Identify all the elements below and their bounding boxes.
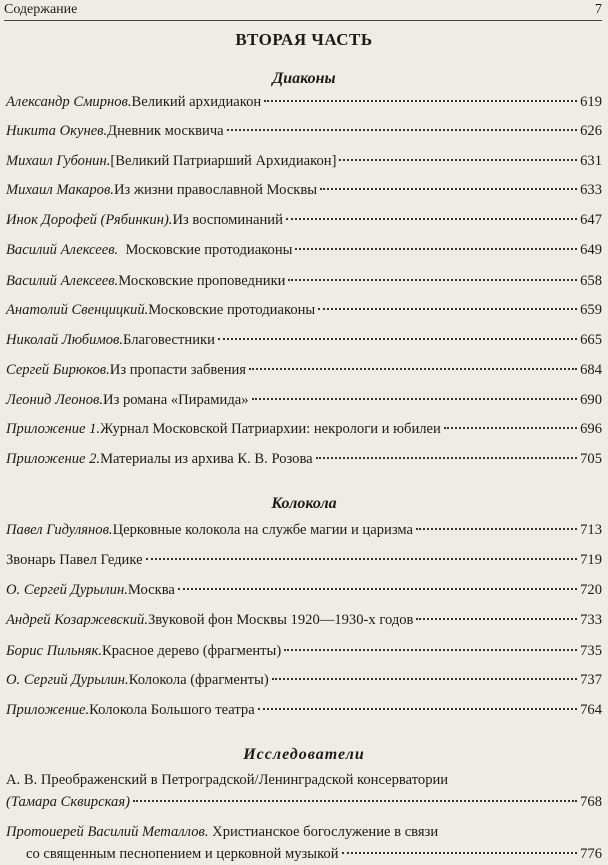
toc-entry (6, 821, 602, 865)
section-title-researchers: Исследователи (243, 746, 365, 763)
dot-leader (295, 247, 577, 250)
dot-leader (146, 557, 578, 560)
entry-title-continued: со священным песнопением и церковной музыкой (26, 846, 339, 862)
entry-page: 649 (580, 242, 602, 258)
entry-author: Павел Гидулянов. (6, 522, 113, 538)
entry-title: Московские протодиаконы (118, 242, 293, 258)
entry-page: 659 (580, 302, 602, 318)
entry-author: Никита Окунев. (6, 123, 108, 139)
entry-page: 768 (580, 794, 602, 810)
dot-leader (318, 307, 577, 310)
entry-page: 619 (580, 94, 602, 110)
entry-page: 658 (580, 273, 602, 289)
entry-title: [Великий Патриарший Архидиакон] (110, 153, 337, 169)
toc-entry (6, 389, 602, 411)
toc-entry (6, 91, 602, 113)
entry-author: Анатолий Свенцицкий. (6, 302, 149, 318)
entry-author: Михаил Макаров. (6, 182, 114, 198)
entry-title: Московские протодиаконы (148, 302, 316, 318)
section-title-deacons: Диаконы (272, 70, 336, 87)
entry-title: Великий архидиакон (131, 94, 262, 110)
dot-leader (252, 397, 578, 400)
entry-title: А. В. Преображенский в Петроградской/Ленинградской консерватории (6, 772, 449, 788)
toc-entry (6, 448, 602, 470)
toc-entry (6, 579, 602, 601)
entry-author: Василий Алексеев. (6, 242, 119, 258)
toc-entry (6, 150, 602, 172)
running-head (4, 0, 602, 21)
entry-page: 733 (580, 612, 602, 628)
entry-author: О. Сергей Дурылин. (6, 582, 128, 598)
dot-leader (320, 187, 577, 190)
toc-entry (6, 609, 602, 631)
entry-author: Михаил Губонин. (6, 153, 111, 169)
entry-title: Христианское богослужение в связи (208, 824, 439, 840)
entry-page: 737 (580, 672, 602, 688)
dot-leader (258, 707, 577, 710)
part-title: ВТОРАЯ ЧАСТЬ (235, 30, 373, 49)
entry-author: Приложение 1. (6, 421, 101, 437)
dot-leader (284, 648, 577, 651)
entry-author: (Тамара Сквирская) (6, 794, 130, 810)
toc-entry (6, 299, 602, 321)
dot-leader (286, 217, 577, 220)
toc-entry (6, 519, 602, 541)
entry-author: Александр Смирнов. (6, 94, 132, 110)
entry-page: 626 (580, 123, 602, 139)
toc-entry (6, 239, 602, 261)
entry-author: Протоиерей Василий Металлов. (6, 824, 209, 840)
entry-title: Звуковой фон Москвы 1920—1930-х годов (147, 612, 414, 628)
entry-author: О. Сергий Дурылин. (6, 672, 129, 688)
entry-page: 690 (580, 392, 602, 408)
dot-leader (416, 617, 577, 620)
entry-page: 720 (580, 582, 602, 598)
dot-leader (218, 337, 577, 340)
toc-entry (6, 209, 602, 231)
dot-leader (249, 367, 577, 370)
entry-page: 705 (580, 451, 602, 467)
dot-leader (227, 128, 577, 131)
entry-page: 665 (580, 332, 602, 348)
entry-author: Борис Пильняк. (6, 643, 102, 659)
entry-title: Материалы из архива К. В. Розова (100, 451, 313, 467)
entry-title: Москва (127, 582, 175, 598)
entry-title: Московские проповедники (118, 273, 286, 289)
entry-title: Звонарь Павел Гедике (6, 552, 143, 568)
dot-leader (342, 851, 578, 854)
dot-leader (316, 456, 577, 459)
entry-author: Василий Алексеев. (6, 273, 119, 289)
entry-page: 696 (580, 421, 602, 437)
dot-leader (133, 799, 577, 802)
entry-title: Красное дерево (фрагменты) (101, 643, 282, 659)
entry-page: 735 (580, 643, 602, 659)
entry-page: 633 (580, 182, 602, 198)
dot-leader (178, 587, 577, 590)
section-title-bells: Колокола (271, 495, 337, 512)
entry-page: 684 (580, 362, 602, 378)
entry-title: Церковные колокола на службе магии и царизма (112, 522, 413, 538)
entry-title: Из воспоминаний (172, 212, 283, 228)
toc-entry (6, 699, 602, 721)
entry-page: 764 (580, 702, 602, 718)
entry-page: 776 (580, 846, 602, 862)
entry-title: Из романа «Пирамида» (103, 392, 249, 408)
entry-title: Дневник москвича (107, 123, 224, 139)
entry-title: Колокола Большого театра (89, 702, 255, 718)
dot-leader (416, 527, 577, 530)
entry-title: Колокола (фрагменты) (128, 672, 269, 688)
entry-title: Из жизни православной Москвы (113, 182, 318, 198)
entry-page: 631 (580, 153, 602, 169)
toc-entry (6, 329, 602, 351)
entry-title: Журнал Московской Патриархии: некрологи и юбилеи (100, 421, 441, 437)
dot-leader (264, 99, 577, 102)
toc-entry (6, 418, 602, 440)
toc-entry (6, 179, 602, 201)
toc-entry (6, 120, 602, 142)
toc-entry (6, 669, 602, 691)
entry-page: 647 (580, 212, 602, 228)
entry-author: Инок Дорофей (Рябинкин). (6, 212, 173, 228)
entry-author: Николай Любимов. (6, 332, 124, 348)
toc-entry (6, 640, 602, 662)
entry-author: Сергей Бирюков. (6, 362, 110, 378)
dot-leader (288, 278, 577, 281)
entry-author: Приложение. (6, 702, 90, 718)
toc-entry (6, 359, 602, 381)
toc-entry (6, 769, 602, 813)
entry-author: Леонид Леонов. (6, 392, 104, 408)
toc-entry (6, 549, 602, 571)
entry-title: Из пропасти забвения (109, 362, 247, 378)
entry-author: Андрей Козаржевский. (6, 612, 148, 628)
entry-page: 719 (580, 552, 602, 568)
entry-page: 713 (580, 522, 602, 538)
dot-leader (444, 426, 577, 429)
entry-title: Благовестники (123, 332, 215, 348)
entry-author: Приложение 2. (6, 451, 101, 467)
running-head-title: Содержание (4, 2, 78, 17)
dot-leader (339, 158, 577, 161)
toc-entry (6, 270, 602, 292)
dot-leader (272, 677, 577, 680)
page-number: 7 (595, 2, 602, 17)
